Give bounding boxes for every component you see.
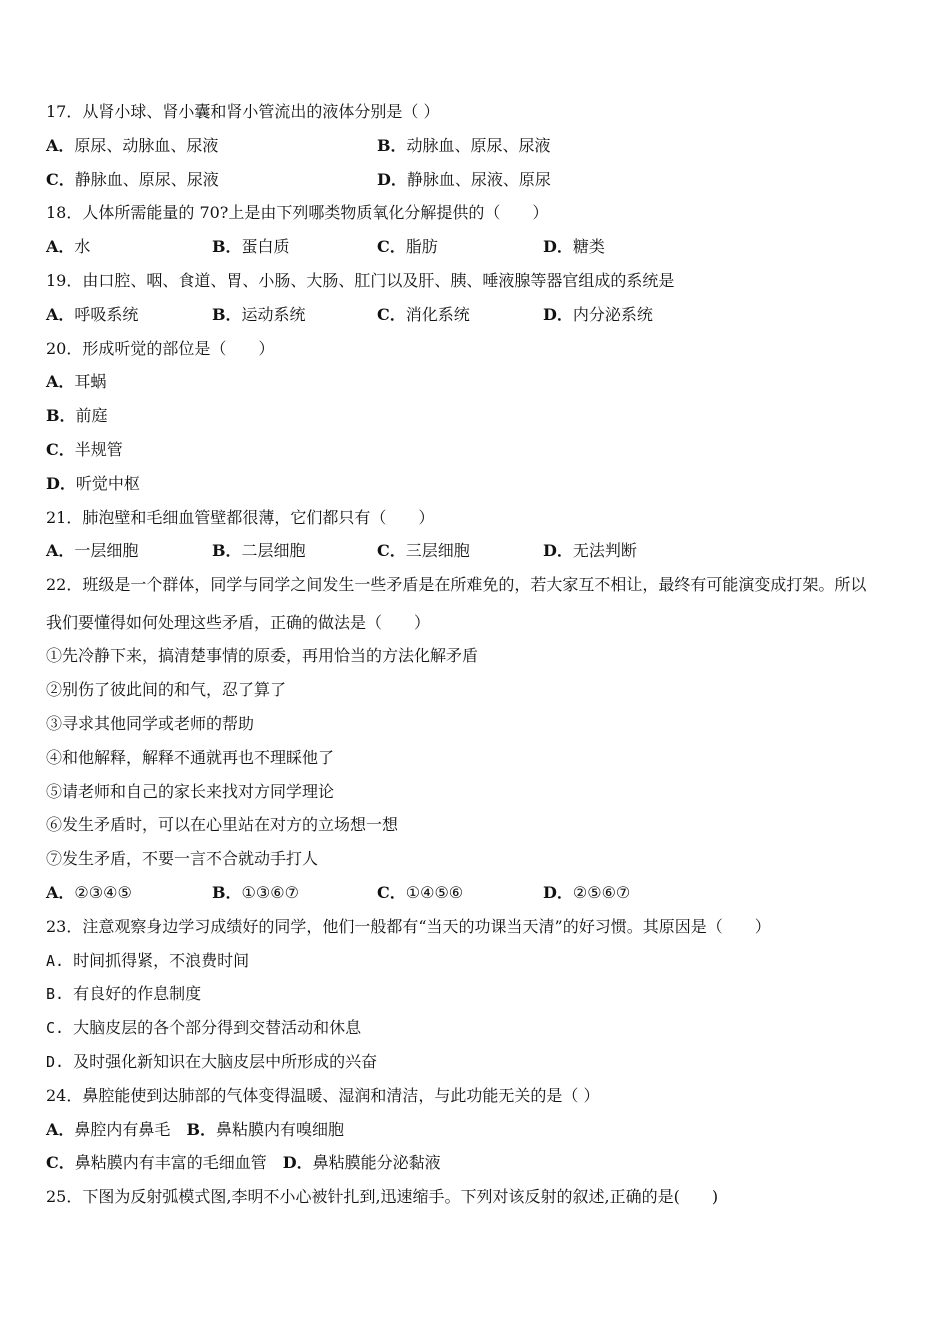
option-label: A.	[46, 951, 74, 970]
option-label: B．	[212, 237, 242, 257]
option-text: 糖类	[572, 237, 605, 257]
option-label: D．	[543, 237, 573, 257]
statement-1: ①先冷静下来，搞清楚事情的原委，再用恰当的方法化解矛盾	[46, 646, 479, 666]
option-label: B．	[377, 135, 407, 155]
question-17-options-cd	[46, 166, 916, 200]
option-label: D．	[46, 473, 76, 493]
option-text: 水	[74, 237, 91, 257]
option-label: B．	[212, 541, 242, 561]
option-a	[46, 132, 218, 160]
question-24-options-cd	[46, 1149, 916, 1183]
option-a	[46, 368, 916, 402]
statement-5: ⑤请老师和自己的家长来找对方同学理论	[46, 781, 335, 801]
option-text: 鼻粘膜内有嗅细胞	[215, 1119, 344, 1139]
option-label: A．	[46, 304, 75, 324]
option-label: C．	[46, 1153, 75, 1173]
option-text: 呼吸系统	[74, 304, 139, 324]
option-b	[46, 402, 916, 436]
option-d	[543, 233, 605, 261]
option-b	[212, 233, 290, 261]
option-text: 三层细胞	[405, 541, 470, 561]
question-17-stem: 17．从肾小球、肾小囊和肾小管流出的液体分别是（ ）	[46, 102, 440, 121]
option-c	[377, 537, 470, 565]
option-b	[212, 879, 299, 907]
question-18-stem: 18．人体所需能量的 70?上是由下列哪类物质氧化分解提供的（ ）	[46, 203, 549, 223]
option-label: D．	[282, 1153, 313, 1173]
option-label: A．	[46, 883, 75, 903]
option-text: 静脉血、原尿、尿液	[74, 169, 219, 189]
option-label: B.	[46, 985, 74, 1004]
question-20-stem: 20．形成听觉的部位是（ ）	[46, 338, 275, 358]
option-b	[186, 1120, 344, 1139]
option-label: D．	[543, 883, 573, 903]
option-label: D．	[543, 541, 573, 561]
option-a	[46, 537, 138, 565]
option-label: C．	[377, 883, 406, 903]
option-text: 有良好的作息制度	[73, 984, 202, 1004]
option-label: B．	[212, 883, 242, 903]
option-label: C．	[377, 541, 406, 561]
option-text: 及时强化新知识在大脑皮层中所形成的兴奋	[73, 1052, 378, 1072]
question-23-stem: 23．注意观察身边学习成绩好的同学，他们一般都有“当天的功课当天清”的好习惯。其原因是（ ）	[46, 916, 771, 936]
question-24-options-ab	[46, 1116, 916, 1150]
option-text: 无法判断	[572, 541, 637, 561]
option-b	[212, 301, 306, 329]
option-text: 前庭	[75, 406, 108, 426]
option-text: 半规管	[74, 439, 123, 459]
question-19-stem: 19．由口腔、咽、食道、胃、小肠、大肠、肛门以及肝、胰、唾液腺等器官组成的系统是	[46, 270, 675, 290]
option-label: C．	[46, 169, 75, 189]
option-c	[46, 166, 219, 194]
question-21-stem: 21．肺泡壁和毛细血管壁都很薄，它们都只有（ ）	[46, 507, 435, 527]
option-d	[543, 537, 637, 565]
option-b	[377, 132, 551, 160]
option-label: C.	[46, 1019, 74, 1038]
option-text: 消化系统	[405, 304, 470, 324]
question-25-stem: 25．下图为反射弧模式图,李明不小心被针扎到,迅速缩手。下列对该反射的叙述,正确的是( )	[46, 1187, 719, 1207]
option-a	[46, 947, 916, 981]
statement-7: ⑦发生矛盾，不要一言不合就动手打人	[46, 849, 319, 869]
option-a	[46, 1120, 170, 1139]
question-21-options	[46, 537, 916, 571]
option-d	[543, 879, 630, 907]
option-text: 一层细胞	[74, 541, 139, 561]
option-text: 鼻粘膜内有丰富的毛细血管	[74, 1153, 267, 1173]
option-text: 大脑皮层的各个部分得到交替活动和休息	[73, 1018, 362, 1038]
option-d	[46, 1048, 916, 1082]
option-text: 静脉血、尿液、原尿	[406, 169, 551, 189]
option-d	[543, 301, 653, 329]
option-label: D.	[46, 1053, 74, 1072]
option-label: D．	[543, 304, 573, 324]
option-c	[46, 436, 916, 470]
option-label: D．	[377, 169, 407, 189]
option-label: A．	[46, 1119, 75, 1139]
question-24-stem: 24．鼻腔能使到达肺部的气体变得温暖、湿润和清洁，与此功能无关的是（ ）	[46, 1085, 600, 1105]
option-label: B．	[46, 406, 76, 426]
option-label: A．	[46, 541, 75, 561]
option-c	[46, 1153, 267, 1172]
option-text: ②③④⑤	[74, 883, 132, 903]
option-a	[46, 233, 90, 261]
option-d	[377, 166, 551, 194]
option-label: A．	[46, 237, 75, 257]
option-label: C．	[377, 237, 406, 257]
question-22-stem-line1: 22．班级是一个群体，同学与同学之间发生一些矛盾是在所难免的，若大家互不相让，最终有可能演变成打架。所以	[46, 575, 867, 595]
statement-6: ⑥发生矛盾时，可以在心里站在对方的立场想一想	[46, 815, 399, 835]
option-text: ②⑤⑥⑦	[572, 883, 631, 903]
option-a	[46, 301, 138, 329]
option-c	[377, 301, 470, 329]
question-17-options-ab	[46, 132, 916, 166]
option-label: A．	[46, 135, 75, 155]
option-text: ①④⑤⑥	[405, 883, 464, 903]
option-text: 运动系统	[241, 304, 306, 324]
question-22-stem-line2: 我们要懂得如何处理这些矛盾，正确的做法是（ ）	[46, 612, 431, 632]
option-text: 脂肪	[405, 237, 438, 257]
option-text: 时间抓得紧，不浪费时间	[73, 950, 250, 970]
option-label: C．	[46, 439, 75, 459]
question-19-options	[46, 301, 916, 335]
statement-3: ③寻求其他同学或老师的帮助	[46, 714, 255, 734]
option-label: C．	[377, 304, 406, 324]
option-d	[46, 470, 916, 504]
question-18-options	[46, 233, 916, 267]
option-text: 动脉血、原尿、尿液	[406, 135, 551, 155]
option-label: A．	[46, 372, 75, 392]
option-label: B．	[186, 1119, 216, 1139]
option-label: B．	[212, 304, 242, 324]
option-c	[377, 233, 438, 261]
option-text: 耳蜗	[74, 372, 107, 392]
exam-page	[46, 98, 916, 1217]
question-22-options	[46, 879, 916, 913]
option-b	[212, 537, 306, 565]
statement-4: ④和他解释，解释不通就再也不理睬他了	[46, 747, 335, 767]
option-text: 鼻腔内有鼻毛	[74, 1119, 171, 1139]
option-text: 内分泌系统	[572, 304, 653, 324]
option-text: 听觉中枢	[75, 473, 140, 493]
option-d	[283, 1153, 441, 1172]
option-text: 二层细胞	[241, 541, 306, 561]
option-c	[377, 879, 463, 907]
option-text: 蛋白质	[241, 237, 290, 257]
option-b	[46, 980, 916, 1014]
option-text: 原尿、动脉血、尿液	[74, 135, 219, 155]
option-a	[46, 879, 132, 907]
option-c	[46, 1014, 916, 1048]
option-text: ①③⑥⑦	[241, 883, 299, 903]
option-text: 鼻粘膜能分泌黏液	[312, 1153, 441, 1173]
statement-2: ②别伤了彼此间的和气，忍了算了	[46, 680, 287, 700]
